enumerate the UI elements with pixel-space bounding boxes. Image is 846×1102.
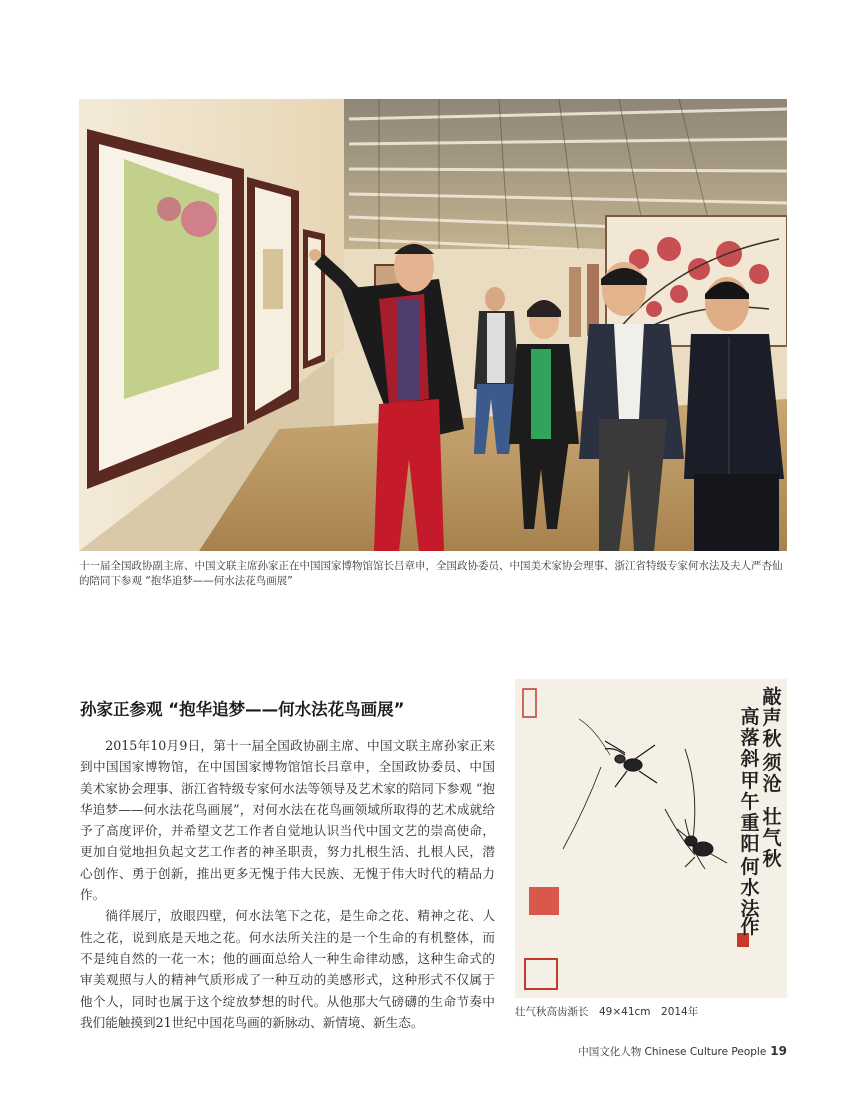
inscription-column: 作 bbox=[740, 916, 760, 938]
magazine-name: 中国文化人物 Chinese Culture People bbox=[578, 1046, 767, 1058]
cricket-top bbox=[563, 719, 657, 849]
article-paragraph: 2015年10月9日，第十一届全国政协副主席、中国文联主席孙家正来到中国国家博物馆，在中国国家博物馆馆长吕章申，全国政协委员、中国美术家协会理事、浙江省特级专家何水法等领导及艺术家的陪同下参观 “抱华追梦——何水法花鸟画展”，对何水法在花鸟画领域所取得的艺术成就给予了高度评价，并希望文艺工作者自觉地认识当代中国文艺的崇高使命，更加自觉地担负起文艺工作者的神圣职责，努力扎根生活、扎根人民，潜心创作、勇于创新，推出更多无愧于伟大民族、无愧于伟大时代的精品力作。 bbox=[80, 738, 495, 903]
article-body bbox=[80, 735, 495, 1033]
page-number: 19 bbox=[770, 1044, 787, 1058]
inscription-column: 高落斜 bbox=[740, 706, 760, 770]
exhibition-photo-image bbox=[79, 99, 787, 551]
inscription-column: 敲声秋 bbox=[762, 686, 782, 750]
photo-caption: 十一届全国政协副主席、中国文联主席孙家正在中国国家博物馆馆长吕章申，全国政协委员、中国美术家协会理事、浙江省特级专家何水法及夫人严杏仙的陪同下参观 “抱华追梦——何水法花鸟画展” bbox=[79, 560, 783, 587]
seal-bottom-left bbox=[525, 959, 557, 989]
inscription-column: 须沧 bbox=[762, 752, 782, 795]
seal-top-left bbox=[523, 689, 536, 717]
inscription-column: 甲午重阳 bbox=[740, 770, 760, 855]
exhibition-photo bbox=[79, 99, 787, 551]
cricket-bottom bbox=[677, 829, 727, 867]
seal-middle-left bbox=[529, 887, 559, 915]
inscription-column: 何水法 bbox=[740, 856, 760, 920]
painting-caption: 壮气秋高齿渐长 49×41cm 2014年 bbox=[515, 1006, 699, 1018]
article-paragraph: 徜徉展厅，放眼四壁，何水法笔下之花，是生命之花、精神之花、人性之花，说到底是天地之花。何水法所关注的是一个生命的有机整体，而不是纯自然的一花一木；他的画面总给人一种生命律动感，这种生命式的审美观照与人的精神气质形成了一种互动的美感形式，这种形式不仅属于他个人，同时也属于这个绽放梦想的时代。从他那大气磅礴的生命节奏中我们能触摸到21世纪中国花鸟画的新脉动、新情境、新生态。 bbox=[80, 908, 495, 1030]
inscription-column: 壮气秋 bbox=[762, 806, 782, 870]
article-title: 孙家正参观 “抱华追梦——何水法花鸟画展” bbox=[80, 700, 405, 719]
page-footer bbox=[578, 1044, 787, 1059]
painting-image bbox=[515, 679, 787, 998]
